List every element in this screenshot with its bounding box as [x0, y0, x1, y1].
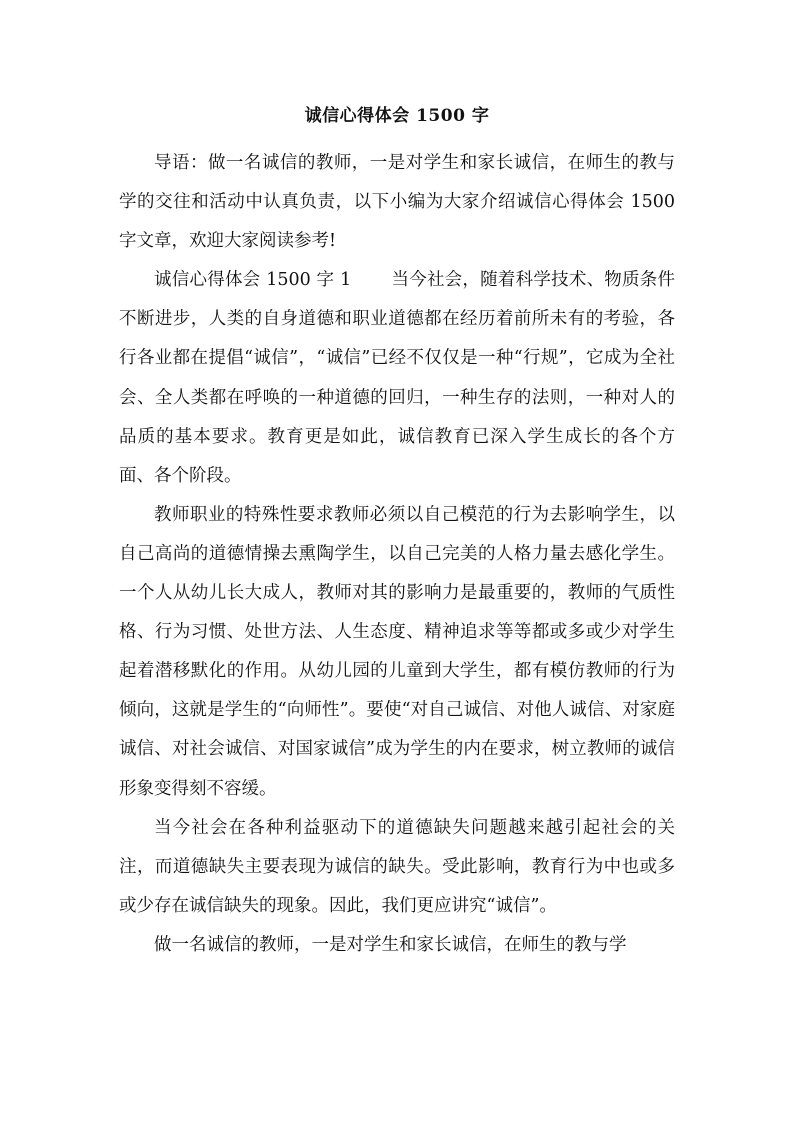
intro-paragraph: 导语：做一名诚信的教师，一是对学生和家长诚信，在师生的教与学的交往和活动中认真负责，以下小编为大家介绍诚信心得体会 1500 字文章，欢迎大家阅读参考!	[119, 153, 675, 252]
paragraph-2: 教师职业的特殊性要求教师必须以自己模范的行为去影响学生，以自己高尚的道德情操去熏陶学生，以自己完美的人格力量去感化学生。一个人从幼儿长大成人，教师对其的影响力是最重要的，教师的气质性格、行为习惯、处世方法、人生态度、精神追求等等都或多或少对学生起着潜移默化的作用。从幼儿园的儿童到大学生，都有模仿教师的行为倾向，这就是学生的“向师性”。要使“对自己诚信、对他人诚信、对家庭诚信、对社会诚信、对国家诚信”成为学生的内在要求，树立教师的诚信形象变得刻不容缓。	[119, 504, 675, 799]
document-title: 诚信心得体会 1500 字	[304, 106, 490, 126]
section-heading: 诚信心得体会 1500 字 1	[154, 270, 352, 291]
paragraph-4: 做一名诚信的教师，一是对学生和家长诚信，在师生的教与学	[154, 934, 627, 955]
paragraph-3: 当今社会在各种利益驱动下的道德缺失问题越来越引起社会的关注，而道德缺失主要表现为诚信的缺失。受此影响，教育行为中也或多或少存在诚信缺失的现象。因此，我们更应讲究“诚信”。	[119, 817, 675, 916]
paragraph-1-text: 当今社会，随着科学技术、物质条件不断进步，人类的自身道德和职业道德都在经历着前所未有的考验，各行各业都在提倡“诚信”，“诚信”已经不仅仅是一种“行规”，它成为全社会、全人类都在呼唤的一种道德的回归，一种生存的法则，一种对人的品质的基本要求。教育更是如此，诚信教育已深入学生成长的各个方面、各个阶段。	[119, 270, 676, 486]
document-body	[119, 144, 675, 965]
section-paragraph-1	[119, 261, 675, 496]
